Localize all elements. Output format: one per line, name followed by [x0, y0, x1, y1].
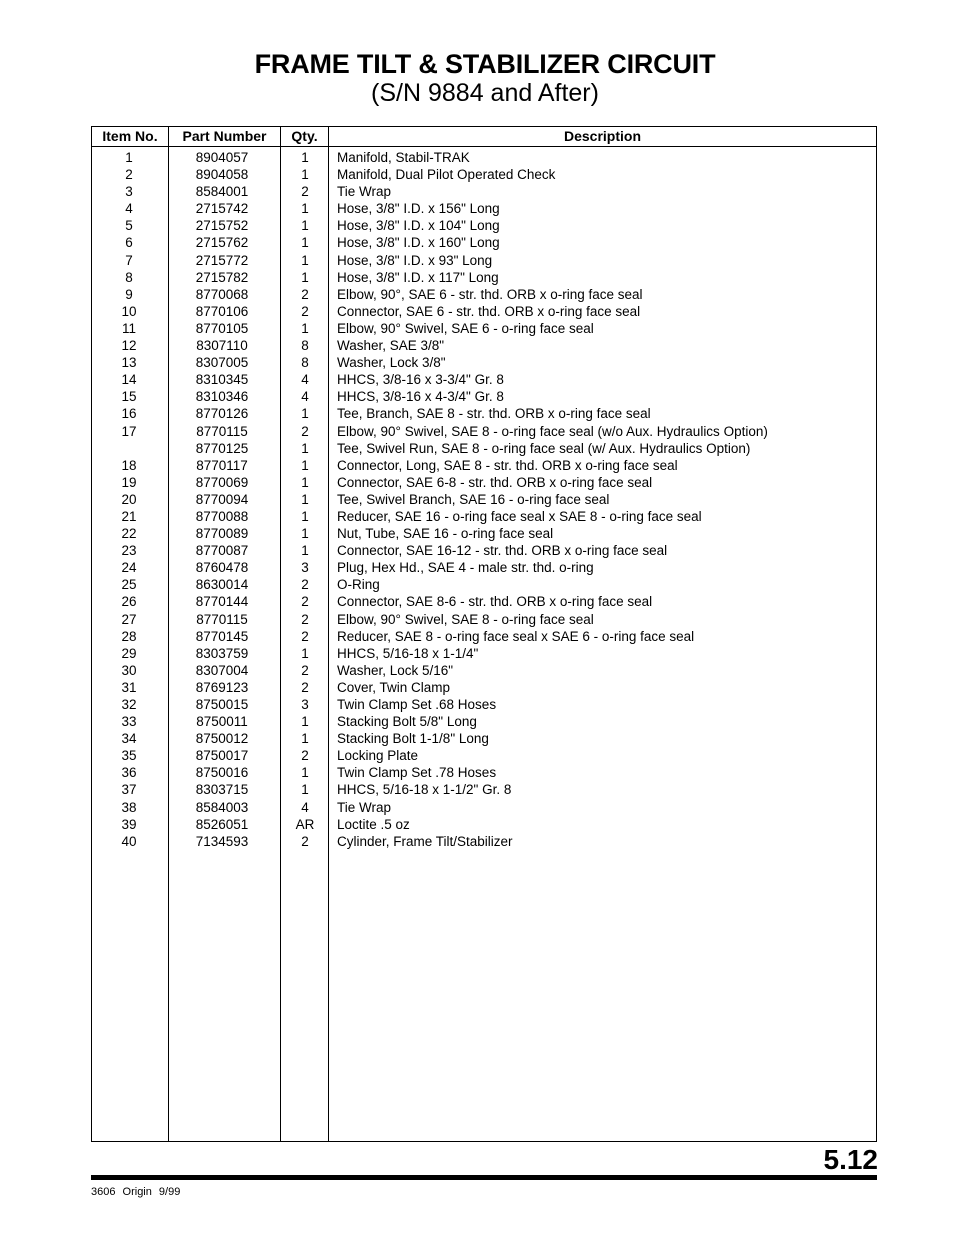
part-number-cell: 8769123 — [195, 679, 249, 695]
description-cell: Reducer, SAE 8 - o-ring face seal x SAE 6 - o-ring face seal — [337, 628, 695, 644]
table-row — [92, 388, 876, 405]
description-cell: Tee, Swivel Branch, SAE 16 - o-ring face seal — [337, 491, 610, 507]
item-no-cell: 20 — [121, 491, 137, 507]
qty-cell: 1 — [301, 543, 309, 559]
part-number-cell: 8750016 — [195, 765, 249, 781]
qty-cell: 2 — [301, 833, 309, 849]
description-cell: Stacking Bolt 5/8" Long — [337, 714, 477, 730]
qty-cell: 4 — [301, 799, 309, 815]
table-row — [92, 337, 876, 354]
item-no-cell: 38 — [121, 799, 137, 815]
table-row — [92, 764, 876, 781]
item-no-cell: 15 — [121, 389, 137, 405]
table-row — [92, 559, 876, 576]
part-number-cell: 2715752 — [195, 218, 249, 234]
part-number-cell: 8770105 — [195, 320, 249, 336]
table-row — [92, 508, 876, 525]
item-no-cell: 6 — [125, 235, 133, 251]
table-row — [92, 423, 876, 440]
table-row — [92, 371, 876, 388]
qty-cell: 1 — [301, 474, 309, 490]
item-no-cell: 30 — [121, 662, 137, 678]
part-number-cell: 8904057 — [195, 150, 249, 165]
qty-cell: 1 — [301, 235, 309, 251]
part-number-cell: 8770115 — [196, 611, 248, 627]
description-cell: Tee, Branch, SAE 8 - str. thd. ORB x o-ring face seal — [337, 406, 651, 422]
qty-cell: 4 — [301, 372, 309, 388]
page-number: 5.12 — [823, 1144, 878, 1175]
item-no-cell: 5 — [125, 218, 133, 234]
qty-cell: 3 — [301, 560, 309, 576]
table-row — [92, 286, 876, 303]
table-row — [92, 217, 876, 234]
part-number-cell: 8584001 — [195, 184, 249, 200]
description-cell: Elbow, 90°, SAE 6 - str. thd. ORB x o-ring face seal — [337, 286, 643, 302]
table-row — [92, 747, 876, 764]
qty-cell: 1 — [301, 645, 309, 661]
description-cell: Connector, SAE 16-12 - str. thd. ORB x o-ring face seal — [337, 543, 668, 559]
page-subtitle: (S/N 9884 and After) — [371, 79, 599, 107]
item-no-cell: 28 — [121, 628, 137, 644]
description-cell: Reducer, SAE 16 - o-ring face seal x SAE 8 - o-ring face seal — [337, 508, 702, 524]
qty-cell: 8 — [301, 338, 309, 354]
part-number-cell: 8770117 — [196, 457, 248, 473]
part-number-cell: 8750017 — [195, 748, 249, 764]
item-no-cell: 37 — [121, 782, 137, 798]
qty-cell: 1 — [301, 508, 309, 524]
item-no-cell: 4 — [125, 201, 133, 217]
item-no-cell: 34 — [121, 731, 137, 747]
description-cell: HHCS, 3/8-16 x 4-3/4" Gr. 8 — [337, 389, 504, 405]
table-row — [92, 234, 876, 251]
part-number-cell: 7134593 — [195, 833, 249, 849]
qty-cell: 1 — [301, 526, 309, 542]
table-row — [92, 354, 876, 371]
part-number-cell: 8770088 — [195, 508, 249, 524]
table-row — [92, 252, 876, 269]
description-cell: Connector, Long, SAE 8 - str. thd. ORB x o-ring face seal — [337, 457, 678, 473]
part-number-cell: 8310346 — [195, 389, 249, 405]
table-row — [92, 183, 876, 200]
part-number-cell: 8770087 — [195, 543, 249, 559]
qty-cell: 2 — [301, 577, 309, 593]
description-cell: Elbow, 90° Swivel, SAE 8 - o-ring face seal (w/o Aux. Hydraulics Option) — [337, 423, 768, 439]
item-no-cell: 33 — [121, 714, 137, 730]
qty-cell: 1 — [301, 150, 309, 165]
item-no-cell: 2 — [125, 167, 133, 183]
part-number-cell: 8770089 — [195, 526, 249, 542]
item-no-cell: 40 — [121, 833, 137, 849]
part-number-cell: 8770069 — [195, 474, 249, 490]
part-number-cell: 8303759 — [195, 645, 249, 661]
part-number-cell: 8770106 — [195, 303, 249, 319]
header-part-number: Part Number — [182, 128, 267, 144]
qty-cell: 2 — [301, 628, 309, 644]
item-no-cell: 7 — [125, 252, 133, 268]
description-cell: Hose, 3/8" I.D. x 117" Long — [337, 269, 499, 285]
table-row — [92, 491, 876, 508]
qty-cell: 2 — [301, 423, 309, 439]
item-no-cell: 35 — [121, 748, 137, 764]
table-row — [92, 662, 876, 679]
qty-cell: 1 — [301, 714, 309, 730]
table-row — [92, 542, 876, 559]
item-no-cell: 13 — [121, 355, 137, 371]
item-no-cell: 14 — [121, 372, 137, 388]
description-cell: Twin Clamp Set .68 Hoses — [337, 697, 497, 712]
item-no-cell: 27 — [121, 611, 137, 627]
item-no-cell: 22 — [121, 526, 137, 542]
qty-cell: 1 — [301, 406, 309, 422]
item-no-cell: 18 — [121, 457, 137, 473]
description-cell: Hose, 3/8" I.D. x 156" Long — [337, 201, 500, 217]
header-item-no: Item No. — [102, 128, 158, 144]
qty-cell: 1 — [301, 782, 309, 798]
footer-rule — [91, 1175, 877, 1180]
part-number-cell: 8770126 — [195, 406, 249, 422]
description-cell: Connector, SAE 8-6 - str. thd. ORB x o-ring face seal — [337, 594, 653, 610]
qty-cell: 3 — [301, 697, 309, 712]
part-number-cell: 8310345 — [195, 372, 249, 388]
item-no-cell: 1 — [125, 150, 133, 165]
qty-cell: 1 — [301, 440, 309, 456]
table-row — [92, 730, 876, 747]
item-no-cell: 19 — [121, 474, 137, 490]
item-no-cell: 29 — [121, 645, 137, 661]
item-no-cell: 32 — [121, 697, 137, 712]
part-number-cell: 8750012 — [195, 731, 249, 747]
item-no-cell: 39 — [121, 816, 137, 832]
table-row — [92, 440, 876, 457]
description-cell: Hose, 3/8" I.D. x 160" Long — [337, 235, 500, 251]
part-number-cell: 2715772 — [195, 252, 249, 268]
description-cell: Loctite .5 oz — [337, 816, 410, 832]
footer-text: 3606 Origin 9/99 — [91, 1186, 181, 1198]
qty-cell: 2 — [301, 679, 309, 695]
description-cell: Nut, Tube, SAE 16 - o-ring face seal — [337, 526, 554, 542]
table-row — [92, 166, 876, 183]
description-cell: HHCS, 5/16-18 x 1-1/4" — [337, 645, 479, 661]
parts-table — [91, 126, 877, 1142]
qty-cell: 2 — [301, 611, 309, 627]
item-no-cell: 36 — [121, 765, 137, 781]
part-number-cell: 8584003 — [195, 799, 249, 815]
description-cell: Hose, 3/8" I.D. x 93" Long — [337, 252, 493, 268]
part-number-cell: 8770068 — [195, 286, 249, 302]
table-row — [92, 611, 876, 628]
qty-cell: 1 — [301, 457, 309, 473]
description-cell: Manifold, Stabil-TRAK — [337, 150, 470, 165]
table-row — [92, 474, 876, 491]
item-no-cell: 21 — [121, 508, 137, 524]
part-number-cell: 8303715 — [195, 782, 249, 798]
table-row — [92, 405, 876, 422]
part-number-cell: 8770115 — [196, 423, 248, 439]
table-row — [92, 816, 876, 833]
part-number-cell: 8750015 — [195, 697, 249, 712]
part-number-cell: 2715742 — [195, 201, 249, 217]
table-row — [92, 593, 876, 610]
qty-cell: 1 — [301, 765, 309, 781]
description-cell: Elbow, 90° Swivel, SAE 8 - o-ring face seal — [337, 611, 594, 627]
table-row — [92, 679, 876, 696]
description-cell: Cover, Twin Clamp — [337, 679, 451, 695]
table-row — [92, 781, 876, 798]
table-row — [92, 303, 876, 320]
description-cell: Locking Plate — [337, 748, 419, 764]
qty-cell: 8 — [301, 355, 309, 371]
item-no-cell: 11 — [121, 320, 136, 336]
description-cell: O-Ring — [337, 577, 380, 593]
part-number-cell: 8770094 — [195, 491, 249, 507]
table-row — [92, 799, 876, 816]
qty-cell: AR — [295, 816, 315, 832]
item-no-cell: 26 — [121, 594, 137, 610]
description-cell: HHCS, 3/8-16 x 3-3/4" Gr. 8 — [337, 372, 504, 388]
part-number-cell: 8760478 — [195, 560, 249, 576]
part-number-cell: 8770125 — [195, 440, 249, 456]
part-number-cell: 8526051 — [195, 816, 249, 832]
qty-cell: 1 — [301, 201, 309, 217]
description-cell: Tie Wrap — [337, 184, 392, 200]
description-cell: Washer, Lock 3/8" — [337, 355, 446, 371]
part-number-cell: 8770144 — [195, 594, 249, 610]
part-number-cell: 8630014 — [195, 577, 249, 593]
item-no-cell: 31 — [121, 679, 137, 695]
part-number-cell: 8307005 — [195, 355, 249, 371]
page-title: FRAME TILT & STABILIZER CIRCUIT — [254, 49, 716, 79]
part-number-cell: 8307004 — [195, 662, 249, 678]
table-row — [92, 269, 876, 286]
item-no-cell: 24 — [121, 560, 137, 576]
part-number-cell: 8307110 — [196, 338, 248, 354]
description-cell: Elbow, 90° Swivel, SAE 6 - o-ring face seal — [337, 320, 594, 336]
item-no-cell: 8 — [125, 269, 133, 285]
description-cell: HHCS, 5/16-18 x 1-1/2" Gr. 8 — [337, 782, 512, 798]
qty-cell: 2 — [301, 286, 309, 302]
item-no-cell: 17 — [121, 423, 137, 439]
qty-cell: 2 — [301, 662, 309, 678]
qty-cell: 2 — [301, 184, 309, 200]
table-row — [92, 713, 876, 730]
table-row — [92, 457, 876, 474]
description-cell: Tie Wrap — [337, 799, 392, 815]
qty-cell: 1 — [301, 167, 309, 183]
table-row — [92, 645, 876, 662]
part-number-cell: 2715762 — [195, 235, 249, 251]
table-row — [92, 833, 876, 850]
item-no-cell: 23 — [121, 543, 137, 559]
description-cell: Plug, Hex Hd., SAE 4 - male str. thd. o-ring — [337, 560, 594, 576]
table-row — [92, 628, 876, 645]
item-no-cell: 12 — [121, 338, 137, 354]
item-no-cell: 25 — [121, 577, 137, 593]
qty-cell: 4 — [301, 389, 309, 405]
qty-cell: 1 — [301, 269, 309, 285]
table-row — [92, 576, 876, 593]
table-row — [92, 525, 876, 542]
qty-cell: 1 — [301, 252, 309, 268]
part-number-cell: 8770145 — [195, 628, 249, 644]
qty-cell: 1 — [301, 320, 309, 336]
qty-cell: 2 — [301, 594, 309, 610]
header-divider — [92, 146, 876, 147]
description-cell: Tee, Swivel Run, SAE 8 - o-ring face seal (w/ Aux. Hydraulics Option) — [337, 440, 751, 456]
description-cell: Stacking Bolt 1-1/8" Long — [337, 731, 489, 747]
table-body — [92, 149, 876, 850]
qty-cell: 1 — [301, 218, 309, 234]
table-row — [92, 200, 876, 217]
qty-cell: 2 — [301, 303, 309, 319]
part-number-cell: 2715782 — [195, 269, 249, 285]
table-row — [92, 320, 876, 337]
description-cell: Manifold, Dual Pilot Operated Check — [337, 167, 556, 183]
qty-cell: 2 — [301, 748, 309, 764]
table-row — [92, 696, 876, 713]
description-cell: Washer, SAE 3/8" — [337, 338, 445, 354]
description-cell: Connector, SAE 6-8 - str. thd. ORB x o-ring face seal — [337, 474, 653, 490]
table-row — [92, 149, 876, 166]
header-qty: Qty. — [291, 128, 318, 144]
qty-cell: 1 — [301, 491, 309, 507]
part-number-cell: 8750011 — [196, 714, 248, 730]
item-no-cell: 9 — [125, 286, 133, 302]
item-no-cell: 3 — [125, 184, 133, 200]
header-description: Description — [563, 128, 641, 144]
description-cell: Washer, Lock 5/16" — [337, 662, 454, 678]
description-cell: Hose, 3/8" I.D. x 104" Long — [337, 218, 500, 234]
qty-cell: 1 — [301, 731, 309, 747]
description-cell: Connector, SAE 6 - str. thd. ORB x o-ring face seal — [337, 303, 641, 319]
description-cell: Twin Clamp Set .78 Hoses — [337, 765, 497, 781]
item-no-cell: 10 — [121, 303, 137, 319]
part-number-cell: 8904058 — [195, 167, 249, 183]
item-no-cell: 16 — [121, 406, 137, 422]
description-cell: Cylinder, Frame Tilt/Stabilizer — [337, 833, 513, 849]
